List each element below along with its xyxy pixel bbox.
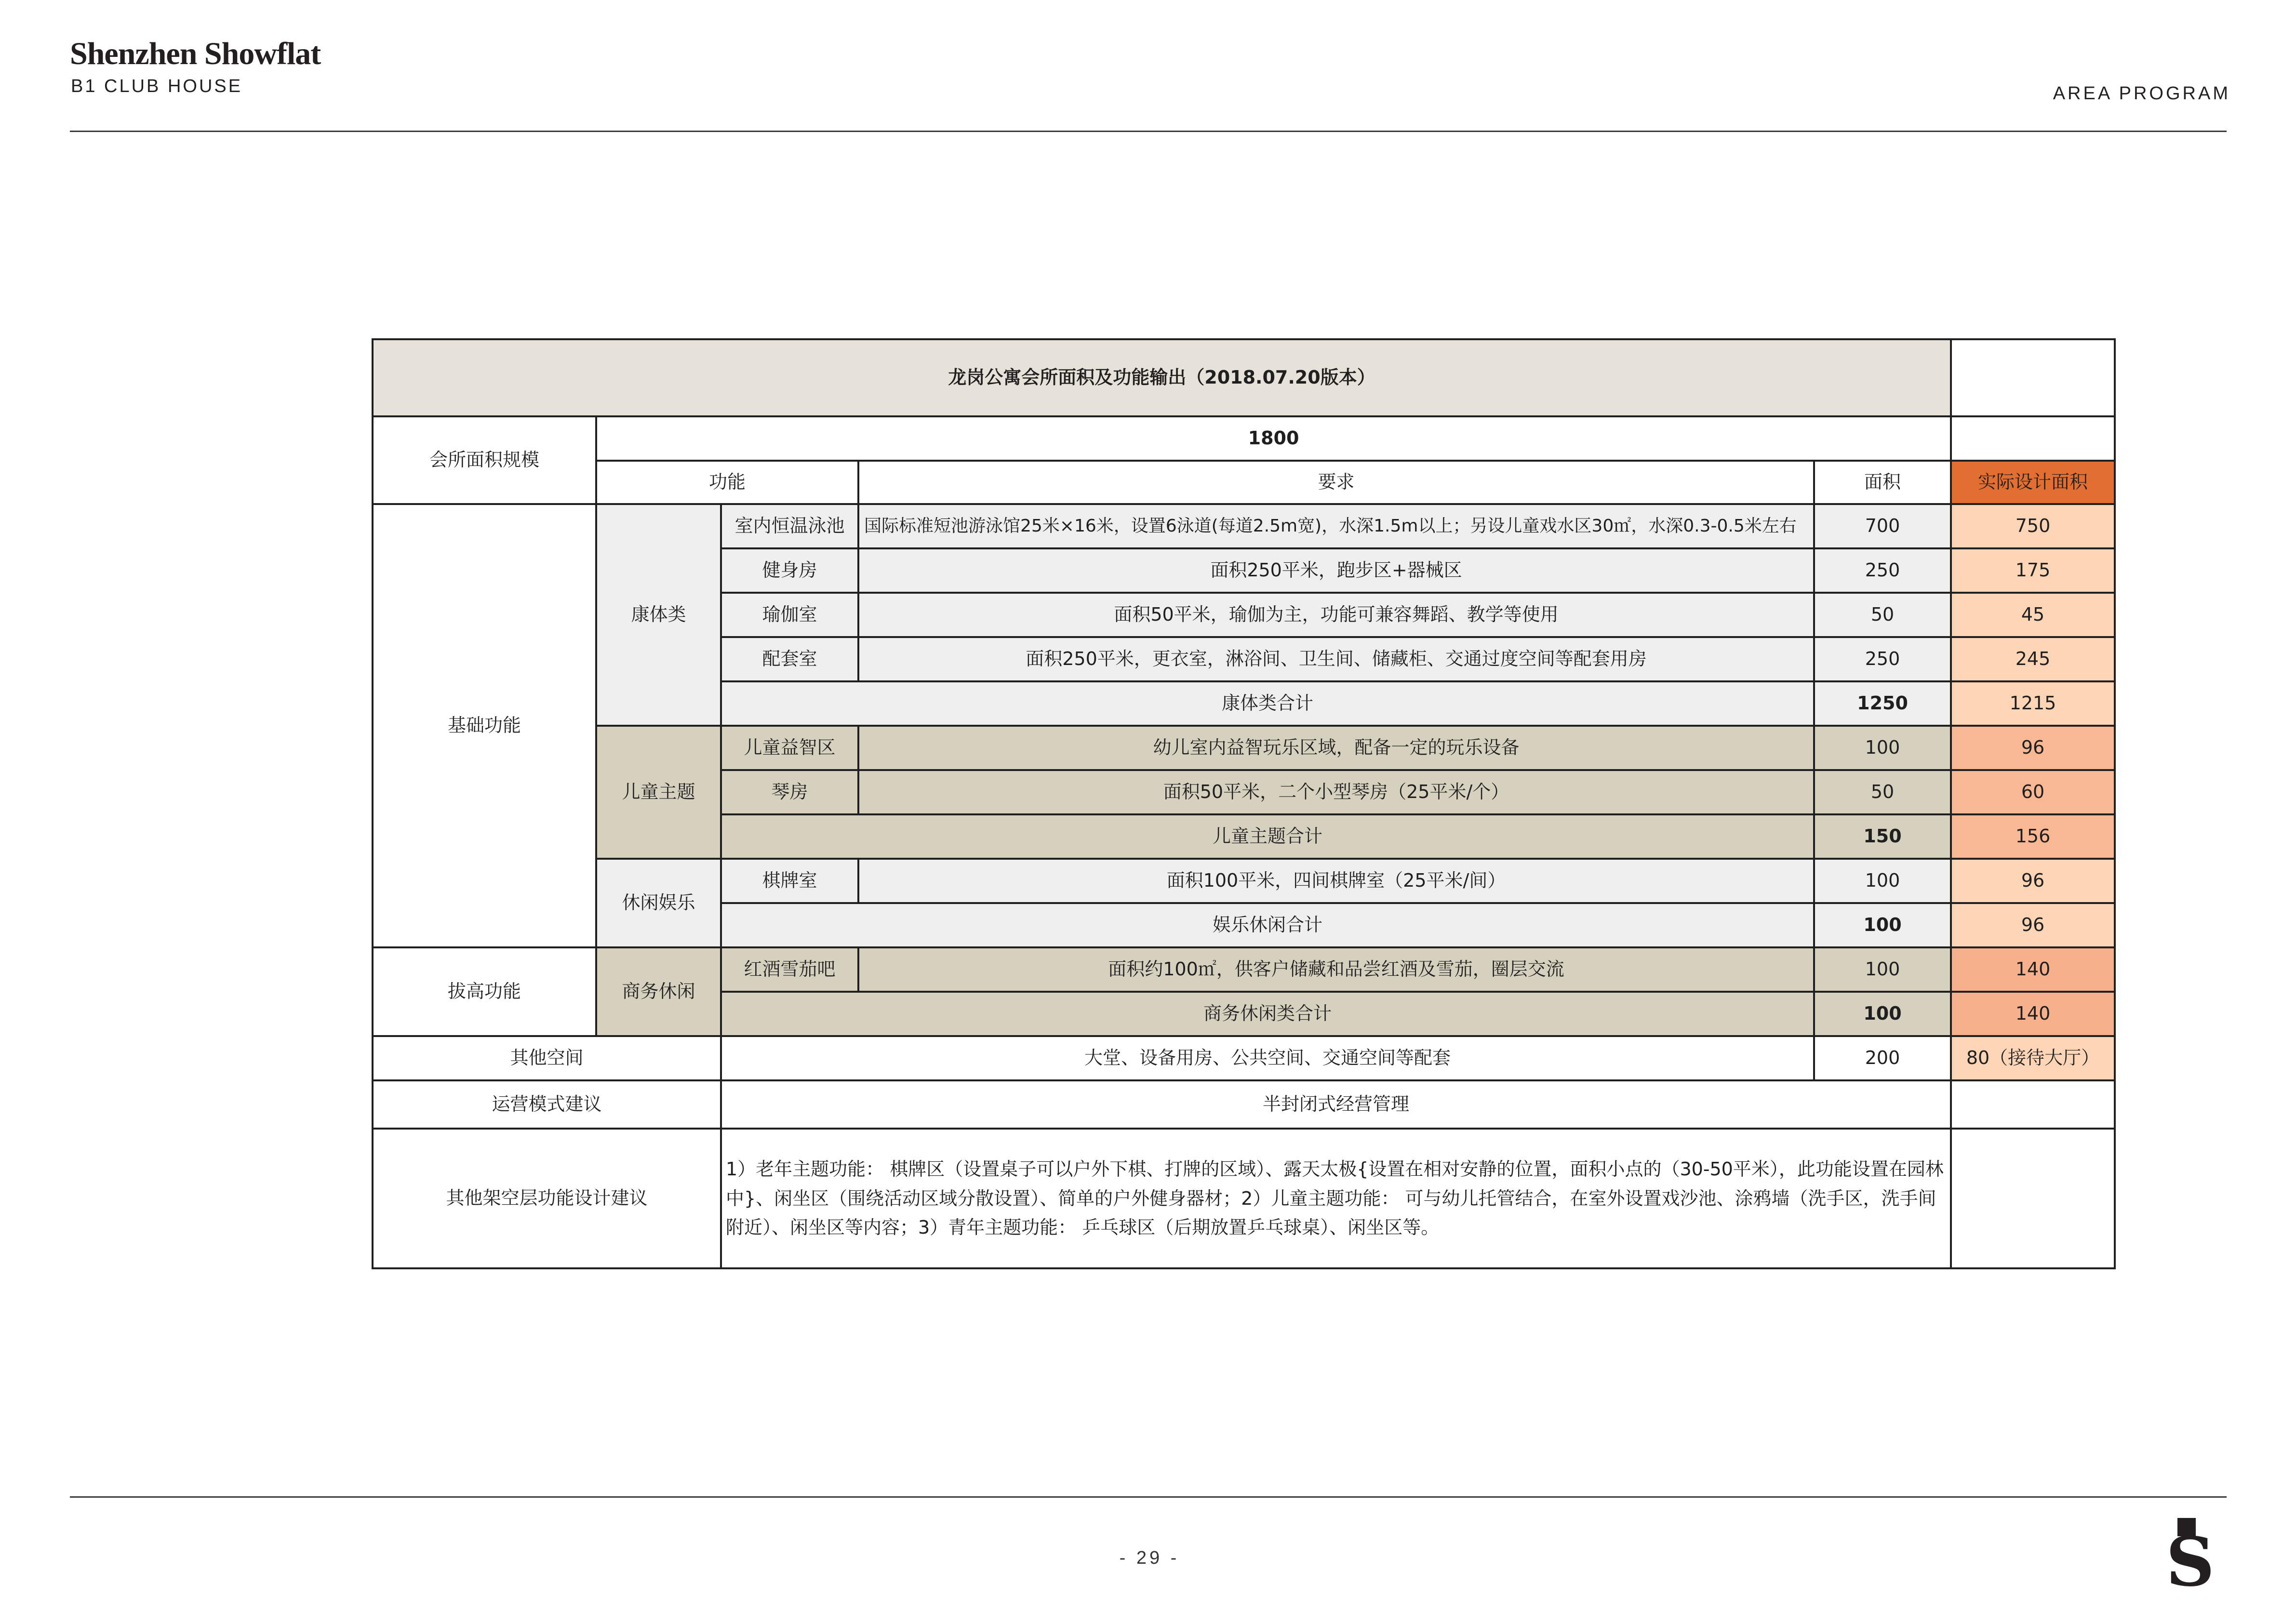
- col-actual: 实际设计面积: [1951, 461, 2115, 504]
- stilt-floor-label: 其他架空层功能设计建议: [373, 1129, 721, 1268]
- stilt-floor-blank: [1951, 1129, 2115, 1268]
- subtotal-actual: 96: [1951, 903, 2115, 947]
- row-function: 配套室: [721, 637, 858, 681]
- row-requirement: 幼儿室内益智玩乐区域，配备一定的玩乐设备: [858, 726, 1814, 770]
- operation-value: 半封闭式经营管理: [721, 1080, 1951, 1129]
- table-title-blank: [1951, 339, 2115, 416]
- section-title: AREA PROGRAM: [2053, 83, 2230, 104]
- subtotal-label: 儿童主题合计: [721, 814, 1814, 859]
- table-row: [373, 859, 2115, 903]
- row-actual: 175: [1951, 548, 2115, 593]
- row-function: 琴房: [721, 770, 858, 814]
- group-basic: 基础功能: [373, 504, 596, 947]
- subtotal-label: 商务休闲类合计: [721, 992, 1814, 1036]
- row-actual: 45: [1951, 593, 2115, 637]
- stilt-floor-value: 1）老年主题功能： 棋牌区（设置桌子可以户外下棋、打牌的区域）、露天太极{设置在相对安静的位置，面积小点的（30-50平米），此功能设置在园林中}、闲坐区（围绕活动区域分散设置）、简单的户外健身器材；2）儿童主题功能： 可与幼儿托管结合，在室外设置戏沙池、涂鸦墙（洗手区，洗手间附近）、闲坐区等内容；3）青年主题功能： 乒乓球区（后期放置乒乓球桌）、闲坐区等。: [721, 1129, 1951, 1268]
- subtotal-actual: 156: [1951, 814, 2115, 859]
- row-area: 50: [1814, 593, 1951, 637]
- col-requirement: 要求: [858, 461, 1814, 504]
- subtotal-area: 1250: [1814, 681, 1951, 726]
- row-function: 棋牌室: [721, 859, 858, 903]
- other-space-area: 200: [1814, 1036, 1951, 1080]
- subtotal-area: 100: [1814, 992, 1951, 1036]
- row-requirement: 面积约100㎡，供客户储藏和品尝红酒及雪茄，圈层交流: [858, 947, 1814, 992]
- subtotal-label: 康体类合计: [721, 681, 1814, 726]
- scale-label: 会所面积规模: [373, 416, 596, 504]
- other-space-requirement: 大堂、设备用房、公共空间、交通空间等配套: [721, 1036, 1814, 1080]
- table-row: [373, 947, 2115, 992]
- other-space-actual: 80（接待大厅）: [1951, 1036, 2115, 1080]
- row-requirement: 面积250平米，更衣室，淋浴间、卫生间、储藏柜、交通过度空间等配套用房: [858, 637, 1814, 681]
- subtotal-actual: 1215: [1951, 681, 2115, 726]
- table-row: [373, 504, 2115, 548]
- subtotal-actual: 140: [1951, 992, 2115, 1036]
- row-area: 100: [1814, 726, 1951, 770]
- row-area: 100: [1814, 947, 1951, 992]
- scale-row: [373, 416, 2115, 461]
- table-row: [373, 726, 2115, 770]
- stilt-floor-row: [373, 1129, 2115, 1268]
- row-area: 250: [1814, 637, 1951, 681]
- col-function: 功能: [596, 461, 858, 504]
- subgroup-business: 商务休闲: [596, 947, 721, 1036]
- row-requirement: 面积250平米，跑步区+器械区: [858, 548, 1814, 593]
- brand-title: Shenzhen Showflat: [70, 36, 321, 71]
- row-requirement: 面积100平米，四间棋牌室（25平米/间）: [858, 859, 1814, 903]
- other-space-row: [373, 1036, 2115, 1080]
- table-title: 龙岗公寓会所面积及功能输出（2018.07.20版本）: [373, 339, 1951, 416]
- row-area: 50: [1814, 770, 1951, 814]
- row-requirement: 面积50平米，瑜伽为主，功能可兼容舞蹈、教学等使用: [858, 593, 1814, 637]
- col-area: 面积: [1814, 461, 1951, 504]
- header-divider: [70, 131, 2227, 132]
- row-actual: 60: [1951, 770, 2115, 814]
- subtotal-label: 娱乐休闲合计: [721, 903, 1814, 947]
- logo-letter: S: [2166, 1523, 2215, 1602]
- row-actual: 96: [1951, 726, 2115, 770]
- subgroup-leisure: 休闲娱乐: [596, 859, 721, 947]
- footer-divider: [70, 1496, 2227, 1498]
- row-area: 250: [1814, 548, 1951, 593]
- row-area: 700: [1814, 504, 1951, 548]
- row-function: 瑜伽室: [721, 593, 858, 637]
- area-program-table: [372, 338, 2116, 1269]
- row-area: 100: [1814, 859, 1951, 903]
- brand-logo-icon: [2166, 1518, 2215, 1602]
- page-number: - 29 -: [1119, 1548, 1180, 1568]
- brand-subtitle: B1 CLUB HOUSE: [71, 76, 243, 96]
- operation-blank: [1951, 1080, 2115, 1129]
- scale-value: 1800: [596, 416, 1951, 461]
- operation-label: 运营模式建议: [373, 1080, 721, 1129]
- subgroup-fitness: 康体类: [596, 504, 721, 726]
- column-header-row: [373, 461, 2115, 504]
- subgroup-kids: 儿童主题: [596, 726, 721, 859]
- row-function: 室内恒温泳池: [721, 504, 858, 548]
- row-function: 红酒雪茄吧: [721, 947, 858, 992]
- row-actual: 96: [1951, 859, 2115, 903]
- row-actual: 140: [1951, 947, 2115, 992]
- row-function: 儿童益智区: [721, 726, 858, 770]
- subtotal-area: 100: [1814, 903, 1951, 947]
- other-space-label: 其他空间: [373, 1036, 721, 1080]
- group-advanced: 拔高功能: [373, 947, 596, 1036]
- table-title-row: [373, 339, 2115, 416]
- subtotal-area: 150: [1814, 814, 1951, 859]
- row-requirement: 国际标准短池游泳馆25米×16米，设置6泳道(每道2.5m宽)，水深1.5m以上；另设儿童戏水区30㎡，水深0.3-0.5米左右: [858, 504, 1814, 548]
- row-function: 健身房: [721, 548, 858, 593]
- row-actual: 245: [1951, 637, 2115, 681]
- row-requirement: 面积50平米，二个小型琴房（25平米/个）: [858, 770, 1814, 814]
- operation-row: [373, 1080, 2115, 1129]
- row-actual: 750: [1951, 504, 2115, 548]
- scale-blank: [1951, 416, 2115, 461]
